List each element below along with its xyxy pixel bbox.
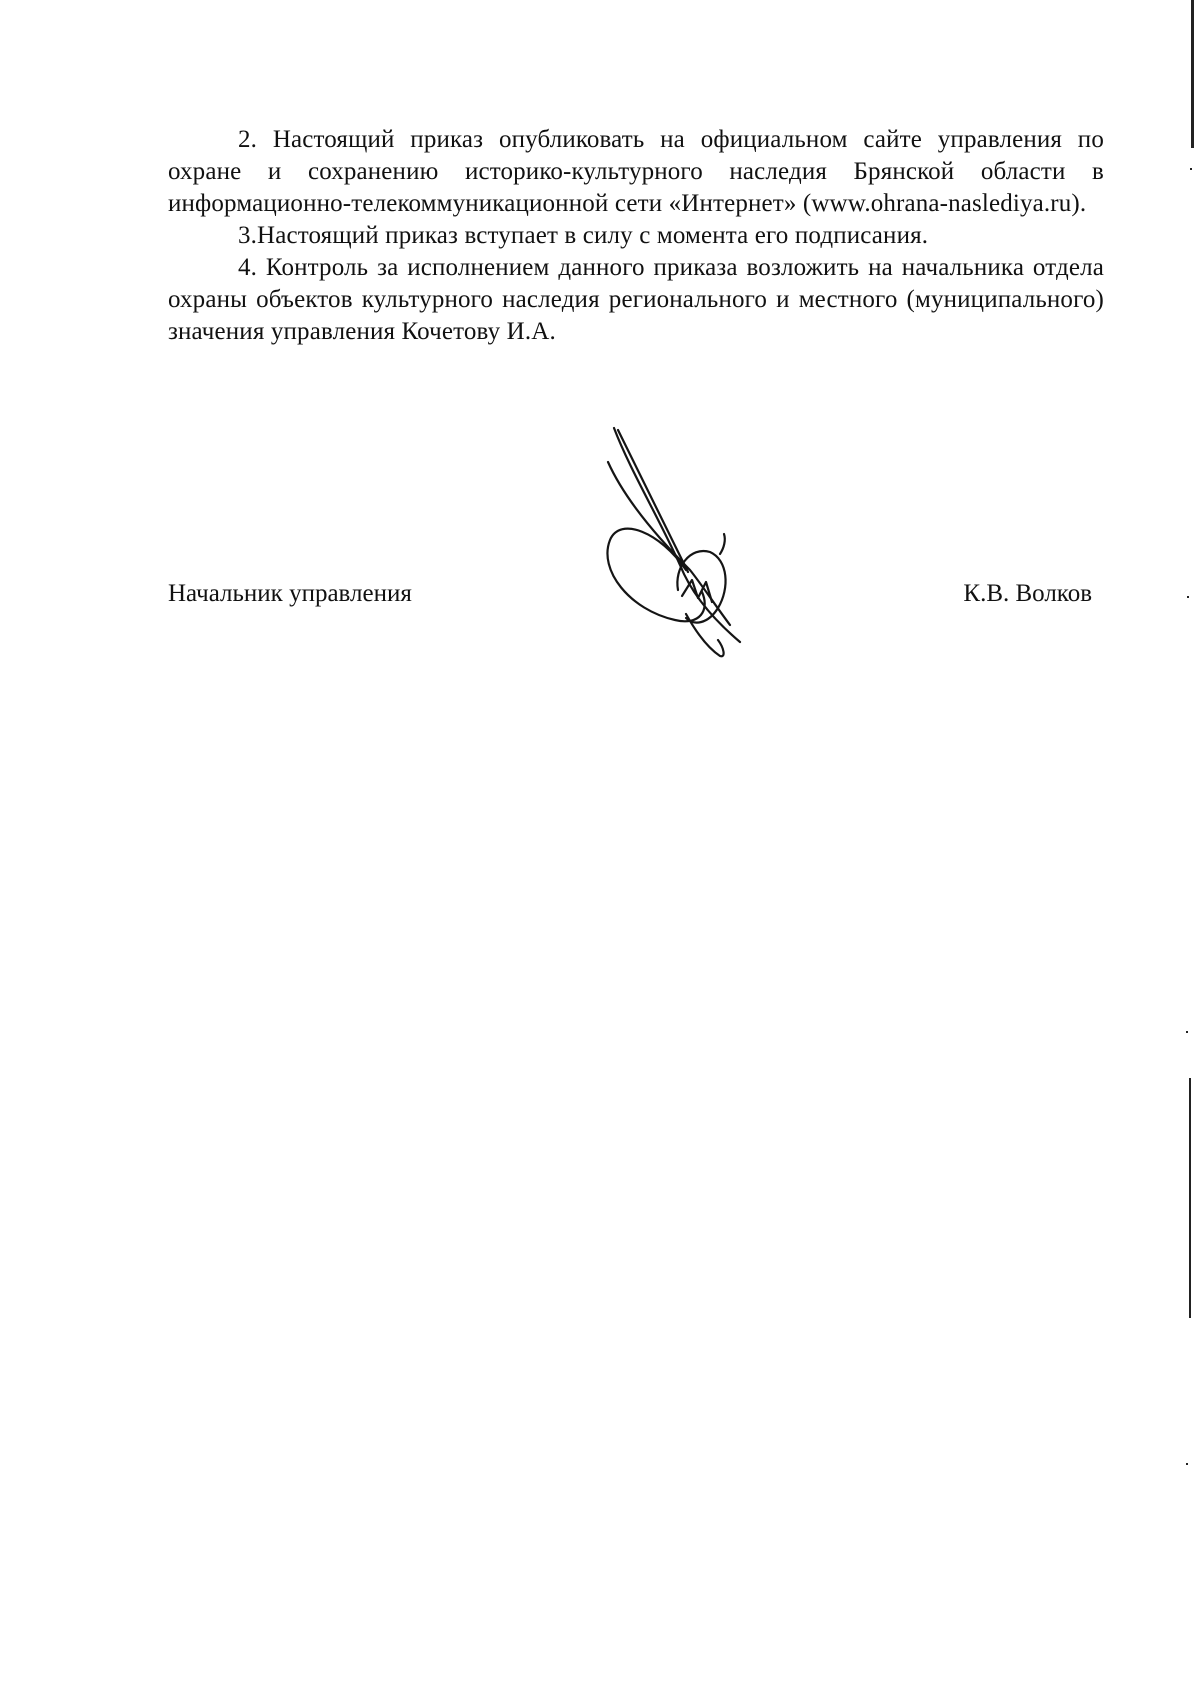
paragraph-effective-date: 3.Настоящий приказ вступает в силу с момента его подписания. [238,222,929,249]
scan-edge-mark-middle [1189,1078,1191,1318]
scan-edge-mark-top [1191,0,1194,148]
scan-edge-mark-dot-3 [1186,1031,1188,1033]
scan-edge-mark-dot-2 [1187,596,1189,598]
paragraph-publication: 2. Настоящий приказ опубликовать на официальном сайте управления по охране и сохранению историко-культурного наследия Брянской области в информационно-телекоммуникационной сети «Интернет» (www.ohrana-naslediya.ru). [168,126,1104,217]
scan-edge-mark-dot-1 [1190,168,1192,170]
signatory-position: Начальник управления [168,580,412,607]
paragraph-control: 4. Контроль за исполнением данного приказа возложить на начальника отдела охраны объектов культурного наследия регионального и местного (муниципального) значения управления Кочетову И.А. [168,254,1104,345]
order-body [168,124,1104,348]
scan-edge-mark-dot-4 [1186,1463,1188,1465]
handwritten-signature [590,420,790,660]
signatory-name: К.В. Волков [963,580,1092,607]
